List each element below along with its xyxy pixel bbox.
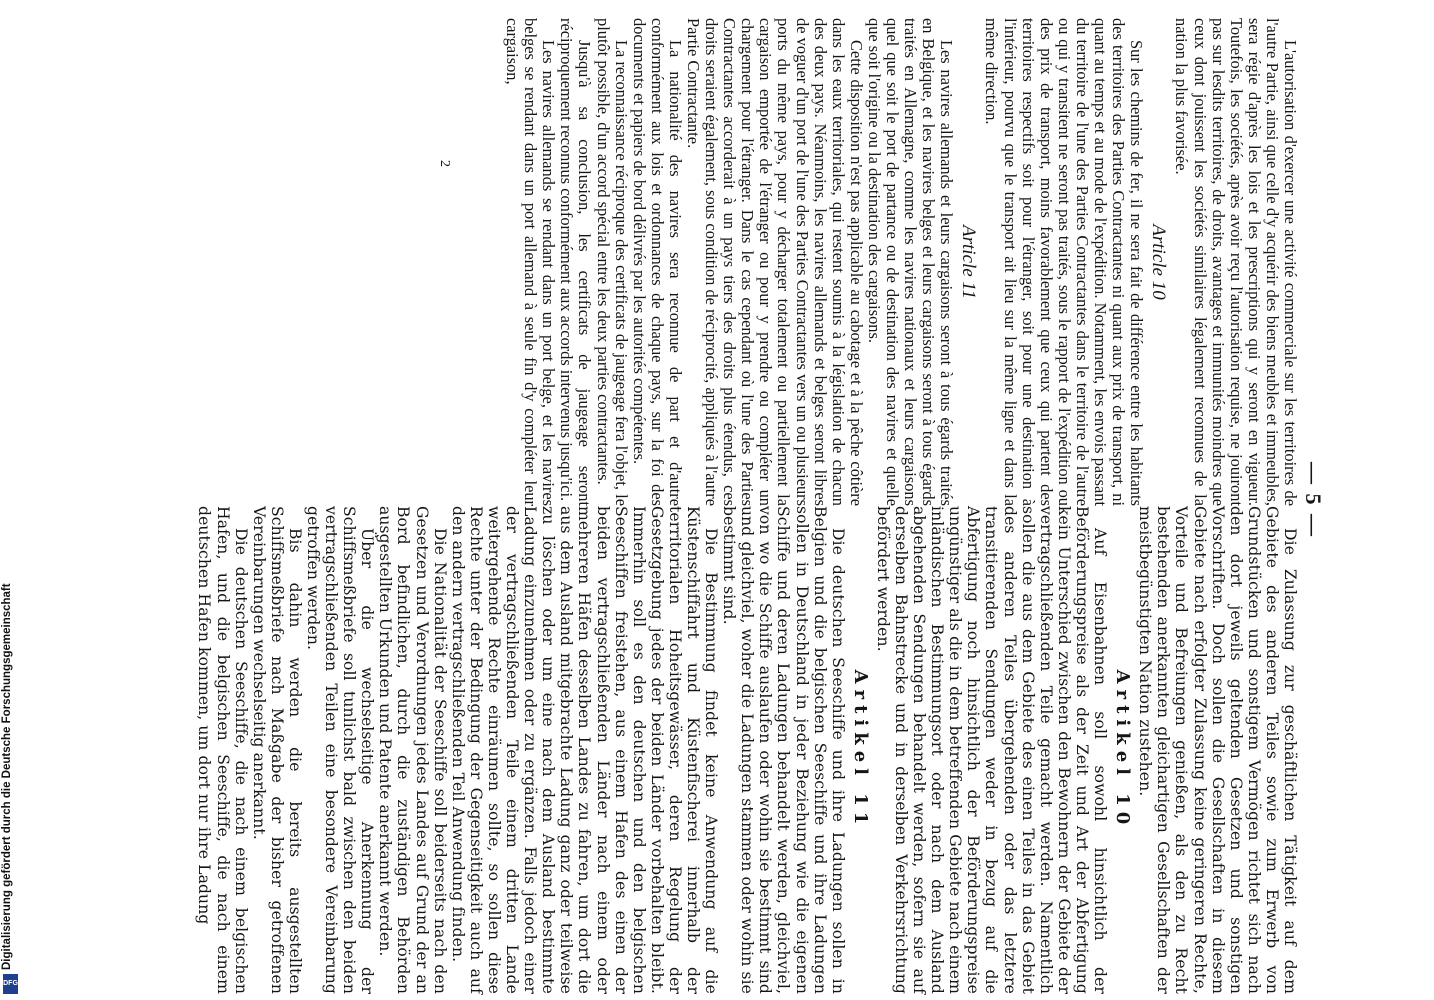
page-number: — 5 — — [1301, 462, 1326, 538]
german-article-11-paragraph-3: Die Nationalität der Seeschiffe soll beiderseits nach den Gesetzen und Verordnungen jedes Landes auf Grund der an Bord befindlichen, durch die zuständigen Behörden ausgestellten Urkunden und Patente anerkannt werden. — [376, 506, 449, 994]
german-article-11-paragraph-6: Die deutschen Seeschiffe, die nach einem belgischen Hafen, und die belgischen Seeschiffe, die nach einem deutschen Hafen kommen, um dort nur ihre Ladung — [195, 506, 250, 994]
french-article-11-paragraph-5: Jusqu'à sa conclusion, les certificats de jaugeage seront réciproquement reconnus conformément aux accords intervenus jusqu'ici. — [557, 18, 595, 506]
french-column — [503, 18, 1299, 506]
german-column — [195, 506, 1299, 994]
german-article-10-paragraph: Auf Eisenbahnen soll sowohl hinsichtlich der Beförderungspreise als der Zeit und Art der Abfertigung kein Unterschied zwischen den Bewohnern der Gebiete der vertragschließenden Teile gemacht werden. Namentlich sollen die aus dem Gebiete des einen Teiles in das Gebiet des anderen Teiles übergehenden oder das letztere transitierenden Sendungen weder in bezug auf die Abfertigung noch hinsichtlich der Beförderungspreise ungünstiger als die in dem betreffenden Gebiete nach einem inländischen Bestimmungsort oder nach dem Ausland abgehenden Sendungen behandelt werden, sofern sie auf derselben Bahnstrecke und in derselben Verkehrsrichtung befördert werden. — [873, 506, 1110, 994]
german-article-11-heading: Artikel 11 — [849, 669, 871, 831]
german-article-11-paragraph-5: Bis dahin werden die bereits ausgestellten Schiffsmeßbriefe nach Maßgabe der bisher getroffenen Vereinbarungen wechselseitig anerkannt. — [249, 506, 304, 994]
german-article-10-heading: Artikel 10 — [1112, 669, 1134, 831]
german-intro-paragraph: Die Zulassung zur geschäftlichen Tätigkeit auf dem Gebiete des anderen Teiles sowie zum Erwerb von Grundstücken und sonstigem Vermögen richtet sich nach den dort jeweils geltenden Gesetzen und sonstigen Vorschriften. Doch sollen die Gesellschaften in diesem Gebiete nach erfolgter Zulassung keine geringeren Rechte, Vorteile und Befreiungen genießen, als den zu Recht bestehenden anerkannten gleichartigen Gesellschaften der meistbegünstigten Nation zustehen. — [1136, 506, 1299, 994]
french-article-11-paragraph-3: La nationalité des navires sera reconnue de part et d'autre conformément aux lois et ordonnances de chaque pays, sur la foi des documents et papiers de bord délivrés par les autorités compétentes. — [629, 18, 685, 506]
french-article-10-heading: Article 10 — [1148, 224, 1170, 300]
signature-number: 2 — [437, 160, 452, 167]
french-article-11-paragraph-2: Cette disposition n'est pas applicable au cabotage et à la pêche côtière dans les eaux territoriales, qui restent soumis à la législation de chacun des deux pays. Néanmoins, les navires allemands et belges seront libres de voguer d'un port de l'une des Parties Contractantes vers un ou plusieurs ports du même pays, pour y décharger totalement ou partiellement la cargaison emportée de l'étranger ou pour y prendre ou compléter un chargement pour l'étranger. Dans le cas cependant où l'une des Parties Contractantes accorderait à un pays tiers des droits plus étendus, ces droits seraient également, sous condition de réciprocité, appliqués à l'autre Partie Contractante. — [684, 18, 866, 506]
french-intro-paragraph: L'autorisation d'exercer une activité commerciale sur les territoires de l'autre Partie, ainsi que celle d'y acquérir des biens meubles et immeubles, sera régie d'après les lois et les prescriptions qui y seront en vigueur. Toutefois, les sociétés, après avoir reçu l'autorisation requise, ne jouiront pas sur lesdits territoires, de droits, avantages et immunités moindres que ceux dont jouissent les sociétés similaires légalement reconnues de la nation la plus favorisée. — [1172, 18, 1300, 506]
dfg-credit-text: Digitalisierung gefördert durch die Deutsche Forschungsgemeinschaft — [1, 583, 13, 970]
dfg-credit-strip — [0, 0, 22, 1000]
french-article-11-paragraph-4: La reconnaissance réciproque des certificats de jaugeage fera l'objet, le plutôt possible, d'un accord spécial entre les deux parties contractantes. — [593, 18, 631, 506]
german-article-11-paragraph-4: Über die wechselseitige Anerkennung der Schiffsmeßbriefe soll tunlichst bald zwischen den beiden vertragschließenden Teilen eine besondere Vereinbarung getroffen werden. — [304, 506, 377, 994]
dfg-logo-icon: DFG — [3, 974, 18, 994]
french-article-10-paragraph: Sur les chemins de fer, il ne sera fait de différence entre les habitants des territoires des Parties Contractantes ni quant aux prix de transport, ni quant au temps et au mode de l'expédition. Notamment, les envois passant du territoire de l'une des Parties Contractantes dans le territoire de l'autre ou qui y transitent ne seront pas traités, sous le rapport de l'expédition ou des prix de transport, moins favorablement que ceux qui partent des territoires respectifs soit pour l'étranger, soit pour une destination à l'intérieur, pourvu que le transport ait lieu sur la même ligne et dans la même direction. — [982, 18, 1147, 506]
french-article-11-paragraph-1: Les navires allemands et leurs cargaisons seront à tous égards traités en Belgique, et les navires belges et leurs cargaisons seront à tous égards traités en Allemagne, comme les navires nationaux et leurs cargaisons quel que soit le port de partance ou de destination des navires et quelle que soit l'origine ou la destination des cargaisons. — [864, 18, 957, 506]
french-article-11-paragraph-6: Les navires allemands se rendant dans un port belge, et les navires belges se rendant dans un port allemand à seule fin d'y compléter leur cargaison, — [503, 18, 559, 506]
german-article-11-paragraph-1: Die deutschen Seeschiffe und ihre Ladungen sollen in Belgien und die belgischen Seeschiffe und ihre Ladungen sollen in Deutschland in jeder Beziehung wie die eigenen Schiffe und deren Ladungen behandelt werden, gleichviel, von wo die Schiffe auslaufen oder wohin sie bestimmt sind und gleichviel, woher die Ladungen stammen oder wohin sie bestimmt sind. — [720, 506, 847, 994]
german-article-11-paragraph-2: Die Bestimmung findet keine Anwendung auf die Küstenschiffahrt und Küstenfischerei innerhalb der territorialen Hoheitsgewässer, deren Regelung der Gesetzgebung jedes der beiden Länder vorbehalten bleibt. Immerhin soll es den deutschen und den belgischen Seeschiffen freistehen, aus einem Hafen des einen der beiden vertragschließenden Länder nach einem oder mehreren Häfen desselben Landes zu fahren, um dort die aus dem Ausland mitgebrachte Ladung ganz oder teilweise zu löschen oder um eine nach dem Ausland bestimmte Ladung einzunehmen oder zu ergänzen. Falls jedoch einer der vertragschließenden Teile einem dritten Lande weitergehende Rechte einräumen sollte, so sollen diese Rechte unter der Bedingung der Gegenseitigkeit auch auf den andern vertragschließenden Teil Anwendung finden. — [448, 506, 721, 994]
french-article-11-heading: Article 11 — [958, 224, 980, 300]
